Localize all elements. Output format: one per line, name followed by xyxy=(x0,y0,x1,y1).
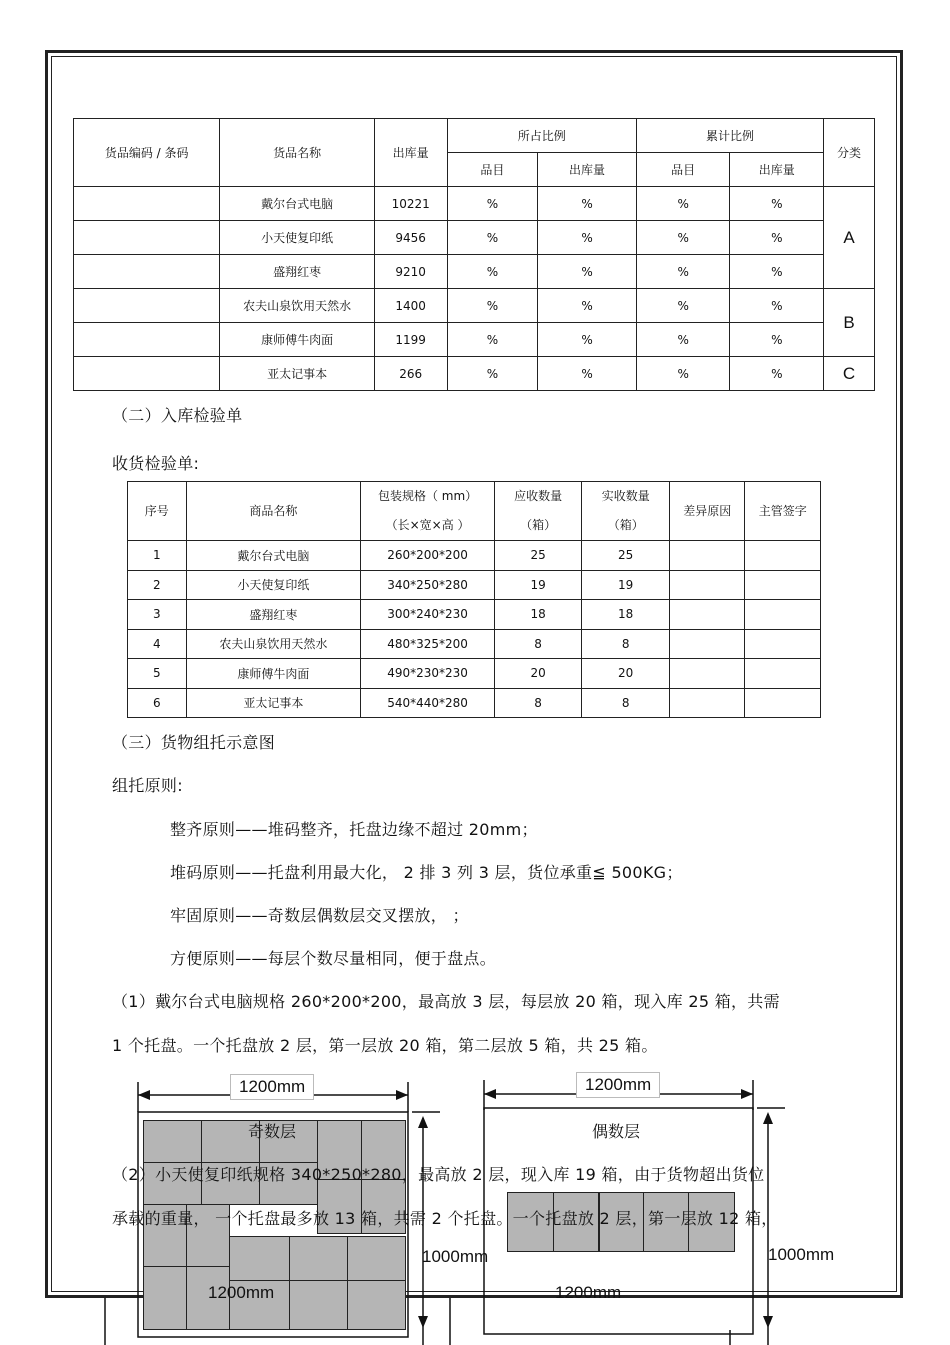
header-share-qty: 出库量 xyxy=(538,153,637,187)
cell-percent: % xyxy=(730,289,824,323)
cell-percent: % xyxy=(447,187,538,221)
header-cum-item: 品目 xyxy=(636,153,730,187)
cell-percent: % xyxy=(636,289,730,323)
header-no: 序号 xyxy=(128,482,187,541)
cell-percent: % xyxy=(447,357,538,391)
cell-name: 盛翔红枣 xyxy=(186,600,361,630)
principle-neat: 整齐原则——堆码整齐，托盘边缘不超过 20mm； xyxy=(170,820,538,839)
cell-no: 5 xyxy=(128,659,187,689)
cell-name: 亚太记事本 xyxy=(186,688,361,718)
even-layer-label: 偶数层 xyxy=(592,1124,641,1141)
cell-name: 农夫山泉饮用天然水 xyxy=(220,289,374,323)
cell-percent: % xyxy=(447,289,538,323)
bottom-label-left: 1200mm xyxy=(208,1283,275,1302)
cell-no: 6 xyxy=(128,688,187,718)
odd-layer-label: 奇数层 xyxy=(248,1124,297,1141)
spec-line2: （长×宽×高 ） xyxy=(385,518,470,532)
cell-name: 农夫山泉饮用天然水 xyxy=(186,629,361,659)
cell-due: 25 xyxy=(494,541,582,571)
cell-qty: 266 xyxy=(374,357,447,391)
cell-actual: 18 xyxy=(582,600,670,630)
due-line2: （箱） xyxy=(520,518,557,532)
cell-percent: % xyxy=(538,289,637,323)
cell-percent: % xyxy=(730,357,824,391)
category-a: A xyxy=(824,187,875,289)
cell-percent: % xyxy=(538,187,637,221)
header-sign: 主管签字 xyxy=(745,482,821,541)
header-diff: 差异原因 xyxy=(669,482,744,541)
cell-name: 戴尔台式电脑 xyxy=(220,187,374,221)
cell-name: 盛翔红枣 xyxy=(220,255,374,289)
arrow-down-right xyxy=(763,1316,773,1328)
header-name: 商品名称 xyxy=(186,482,361,541)
header-qty: 出库量 xyxy=(374,119,447,187)
carton-box xyxy=(347,1280,406,1330)
section3-title: （三）货物组托示意图 xyxy=(112,733,276,752)
cell-no: 3 xyxy=(128,600,187,630)
cell-qty: 9456 xyxy=(374,221,447,255)
header-share: 所占比例 xyxy=(447,119,636,153)
cell-percent: % xyxy=(538,357,637,391)
carton-box xyxy=(347,1236,406,1281)
cell-percent: % xyxy=(538,255,637,289)
header-share-item: 品目 xyxy=(447,153,538,187)
cell-due: 8 xyxy=(494,629,582,659)
header-name: 货品名称 xyxy=(220,119,374,187)
principle-convenient: 方便原则——每层个数尽量相同，便于盘点。 xyxy=(170,949,497,968)
cell-actual: 8 xyxy=(582,629,670,659)
cell-actual: 25 xyxy=(582,541,670,571)
header-cum-qty: 出库量 xyxy=(730,153,824,187)
cell-actual: 19 xyxy=(582,570,670,600)
cell-percent: % xyxy=(636,357,730,391)
cell-no: 1 xyxy=(128,541,187,571)
cell-percent: % xyxy=(636,221,730,255)
bottom-label-right: 1200mm xyxy=(555,1283,622,1302)
cell-due: 19 xyxy=(494,570,582,600)
cell-name: 康师傅牛肉面 xyxy=(220,323,374,357)
cell-name: 康师傅牛肉面 xyxy=(186,659,361,689)
arrow-up-right xyxy=(763,1112,773,1124)
para1-line1: （1）戴尔台式电脑规格 260*200*200，最高放 3 层，每层放 20 箱，现入库 25 箱，共需 xyxy=(112,992,780,1011)
arrow-left-a xyxy=(138,1090,150,1100)
actual-line1: 实收数量 xyxy=(601,489,650,503)
cell-name: 亚太记事本 xyxy=(220,357,374,391)
arrow-down-left xyxy=(418,1316,428,1328)
cell-qty: 9210 xyxy=(374,255,447,289)
category-c: C xyxy=(824,357,875,391)
carton-box xyxy=(289,1280,348,1330)
receipt-title: 收货检验单: xyxy=(112,454,200,473)
cell-percent: % xyxy=(730,187,824,221)
spec-line1: 包装规格（ mm） xyxy=(377,489,478,503)
cell-percent: % xyxy=(636,323,730,357)
cell-percent: % xyxy=(730,255,824,289)
arrow-left-b xyxy=(396,1090,408,1100)
cell-name: 小天使复印纸 xyxy=(220,221,374,255)
cell-qty: 1400 xyxy=(374,289,447,323)
cell-spec: 260*200*200 xyxy=(361,541,495,571)
para2-line1: （2）小天使复印纸规格 340*250*280，最高放 2 层，现入库 19 箱，由于货物超出货位 xyxy=(112,1165,765,1184)
due-line1: 应收数量 xyxy=(514,489,563,503)
top-width-label-right: 1200mm xyxy=(576,1072,660,1098)
cell-percent: % xyxy=(447,255,538,289)
cell-due: 18 xyxy=(494,600,582,630)
cell-spec: 540*440*280 xyxy=(361,688,495,718)
cell-percent: % xyxy=(636,187,730,221)
cell-spec: 300*240*230 xyxy=(361,600,495,630)
cell-percent: % xyxy=(730,323,824,357)
para2-line2: 承载的重量， 一个托盘最多放 13 箱，共需 2 个托盘。一个托盘放 2 层，第一层放 12 箱， xyxy=(112,1209,778,1228)
principle-stable: 牢固原则——奇数层偶数层交叉摆放， ； xyxy=(170,906,469,925)
actual-line2: （箱） xyxy=(607,518,644,532)
cell-name: 小天使复印纸 xyxy=(186,570,361,600)
cell-percent: % xyxy=(447,323,538,357)
principle-stacking: 堆码原则——托盘利用最大化， 2 排 3 列 3 层，货位承重≦ 500KG； xyxy=(170,863,683,882)
cell-percent: % xyxy=(636,255,730,289)
cell-actual: 8 xyxy=(582,688,670,718)
side-label-left: 1000mm xyxy=(422,1247,489,1266)
cell-percent: % xyxy=(538,221,637,255)
cell-due: 20 xyxy=(494,659,582,689)
arrow-up-left xyxy=(418,1116,428,1128)
section2-title: （二）入库检验单 xyxy=(112,406,243,425)
cell-name: 戴尔台式电脑 xyxy=(186,541,361,571)
cell-qty: 10221 xyxy=(374,187,447,221)
principles-title: 组托原则: xyxy=(112,776,183,795)
cell-no: 4 xyxy=(128,629,187,659)
cell-percent: % xyxy=(538,323,637,357)
cell-no: 2 xyxy=(128,570,187,600)
side-label-right: 1000mm xyxy=(768,1245,835,1264)
cell-spec: 340*250*280 xyxy=(361,570,495,600)
cell-percent: % xyxy=(447,221,538,255)
carton-box xyxy=(289,1236,348,1281)
cell-percent: % xyxy=(730,221,824,255)
cell-due: 8 xyxy=(494,688,582,718)
header-code: 货品编码 / 条码 xyxy=(74,119,220,187)
carton-box xyxy=(143,1120,202,1163)
cell-actual: 20 xyxy=(582,659,670,689)
category-b: B xyxy=(824,289,875,357)
top-width-label-left: 1200mm xyxy=(230,1074,314,1100)
cell-qty: 1199 xyxy=(374,323,447,357)
cell-spec: 490*230*230 xyxy=(361,659,495,689)
carton-box xyxy=(229,1236,290,1281)
header-cumulative: 累计比例 xyxy=(636,119,823,153)
arrow-right-b xyxy=(741,1089,753,1099)
para1-line2: 1 个托盘。一个托盘放 2 层，第一层放 20 箱，第二层放 5 箱，共 25 箱。 xyxy=(112,1036,658,1055)
arrow-right-a xyxy=(484,1089,496,1099)
header-category: 分类 xyxy=(824,119,875,187)
carton-box xyxy=(143,1266,187,1330)
cell-spec: 480*325*200 xyxy=(361,629,495,659)
